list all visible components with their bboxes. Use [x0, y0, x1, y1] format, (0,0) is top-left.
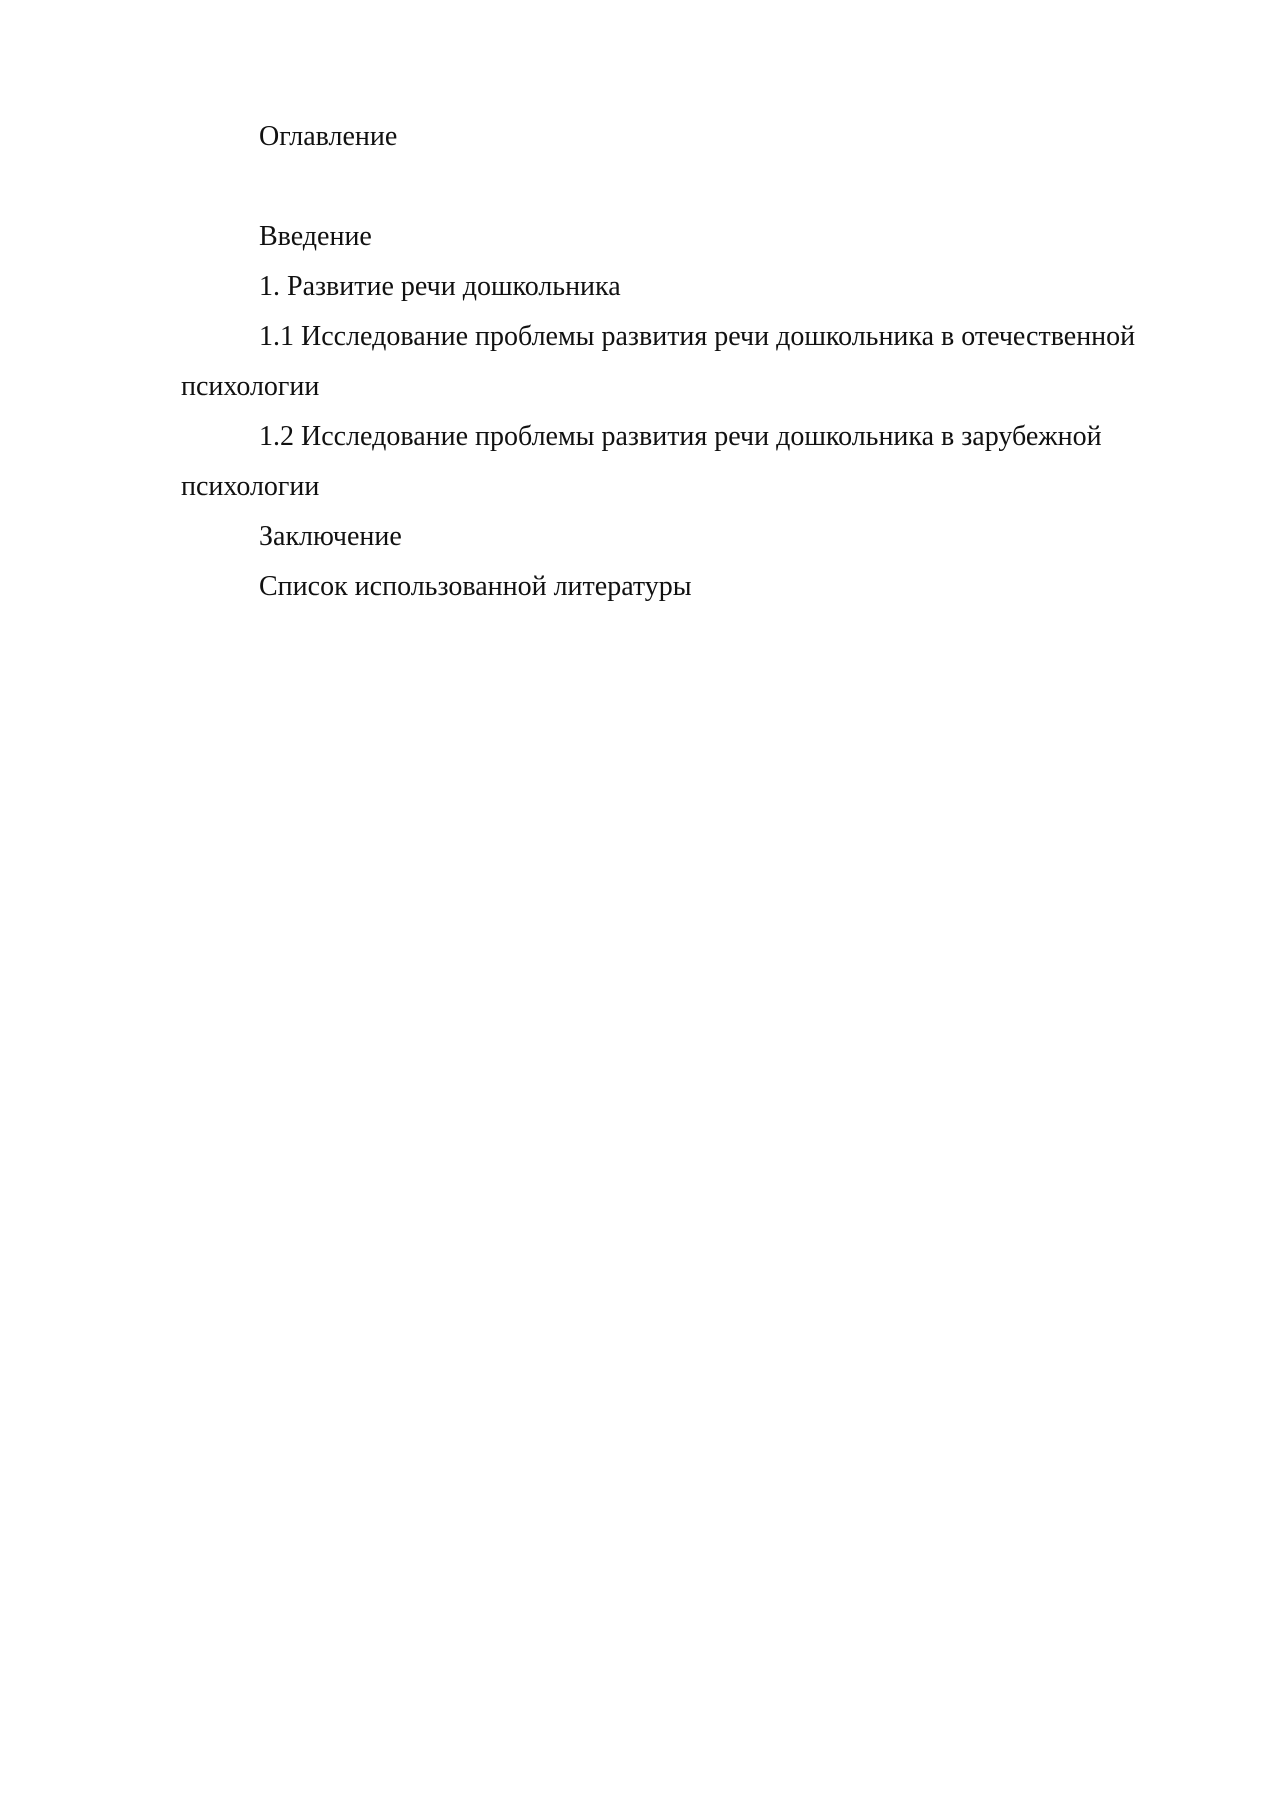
toc-entry-introduction: Введение — [259, 221, 372, 252]
toc-entry-section-1-2: 1.2 Исследование проблемы развития речи дошкольника в зарубежной психологии — [181, 421, 1102, 502]
toc-entry-conclusion: Заключение — [259, 521, 402, 552]
toc-entry-section-1-1: 1.1 Исследование проблемы развития речи дошкольника в отечественной психологии — [181, 321, 1136, 402]
toc-entry-references: Список использованной литературы — [259, 571, 692, 602]
blank-line — [181, 162, 1171, 212]
table-of-contents — [181, 112, 1171, 612]
toc-title: Оглавление — [259, 121, 398, 152]
toc-entry-chapter-1: 1. Развитие речи дошкольника — [259, 271, 621, 302]
